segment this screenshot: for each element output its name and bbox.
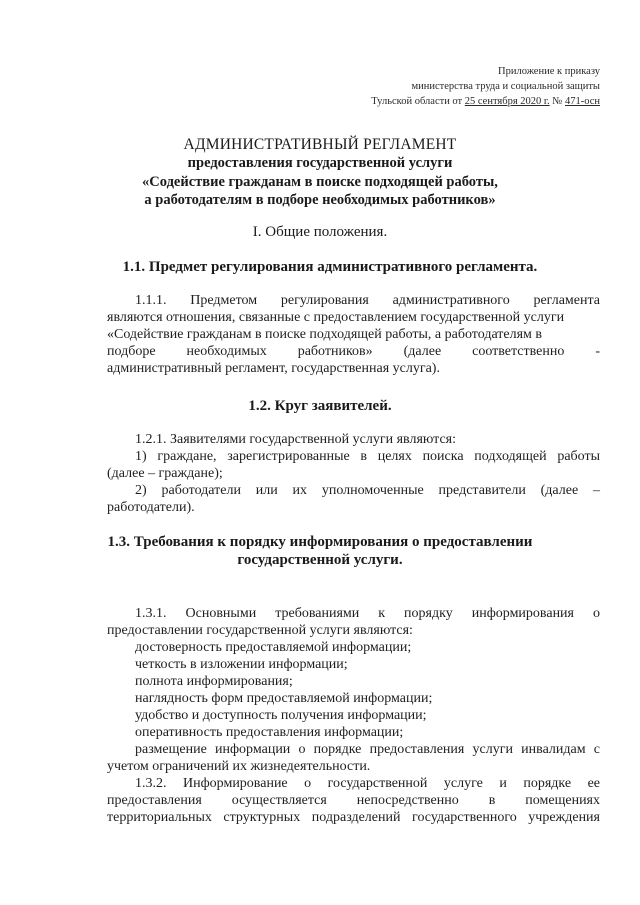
para-1-1-1-line-1: 1.1.1. Предметом регулирования административного регламента <box>135 293 600 308</box>
para-1-3-1-line-2: предоставлении государственной услуги являются: <box>107 623 413 638</box>
para-1-1-1-line-3: «Содействие гражданам в поиске подходящей работы, а работодателям в <box>107 327 543 342</box>
order-number: 471-осн <box>564 96 600 107</box>
document-title <box>100 135 540 210</box>
title-sub-3: а работодателям в подборе необходимых работников» <box>144 192 496 208</box>
title-sub-2: «Содействие гражданам в поиске подходящей работы, <box>142 173 498 190</box>
requirement-item: наглядность форм предоставляемой информации; <box>135 691 433 706</box>
title-main: АДМИНИСТРАТИВНЫЙ РЕГЛАМЕНТ <box>183 136 457 153</box>
subsection-heading-1-2: 1.2. Круг заявителей. <box>248 398 392 414</box>
para-1-1-1-line-4: подборе необходимых работников» (далее соответственно - <box>107 344 600 359</box>
subsection-heading-1-3-line-2: государственной услуги. <box>237 552 403 568</box>
para-1-3-2-line-3: территориальных структурных подразделений государственного учреждения <box>107 810 600 825</box>
requirement-item: полнота информирования; <box>135 674 293 689</box>
appendix-line-3 <box>371 94 600 109</box>
order-date: 25 сентября 2020 г. <box>464 96 550 107</box>
subsection-heading-1-1: 1.1. Предмет регулирования административного регламента. <box>122 259 538 275</box>
disabled-info-line-1: размещение информации о порядке предоставления услуги инвалидам с <box>135 742 600 757</box>
para-1-1-1-line-5: административный регламент, государственная услуга). <box>107 361 440 376</box>
appendix-note <box>371 64 600 109</box>
para-1-3-2-line-1: 1.3.2. Информирование о государственной услуге и порядке ее <box>135 776 600 791</box>
applicant-item-1-line-1: 1) граждане, зарегистрированные в целях поиска подходящей работы <box>135 449 600 464</box>
disabled-info-line-2: учетом ограничений их жизнедеятельности. <box>107 759 371 774</box>
requirement-item: достоверность предоставляемой информации; <box>135 640 412 655</box>
number-sign: № <box>549 96 565 107</box>
title-sub-1: предоставления государственной услуги <box>187 155 453 171</box>
para-1-3-1-line-1: 1.3.1. Основными требованиями к порядку информирования о <box>135 606 600 621</box>
para-1-2-1: 1.2.1. Заявителями государственной услуги являются: <box>135 432 456 447</box>
requirement-item: четкость в изложении информации; <box>135 657 348 672</box>
applicant-item-2-line-2: работодатели). <box>107 500 195 515</box>
applicant-item-2-line-1: 2) работодатели или их уполномоченные представители (далее – <box>135 483 600 498</box>
applicant-item-1-line-2: (далее – граждане); <box>107 466 223 481</box>
para-1-1-1-line-2: являются отношения, связанные с предоставлением государственной услуги <box>107 310 565 325</box>
requirement-item: оперативность предоставления информации; <box>135 725 404 740</box>
requirement-item: удобство и доступность получения информации; <box>135 708 427 723</box>
appendix-line-1: Приложение к приказу <box>498 66 600 77</box>
subsection-heading-1-3-line-1: 1.3. Требования к порядку информирования о предоставлении <box>107 534 533 550</box>
para-1-3-2-line-2: предоставления осуществляется непосредственно в помещениях <box>107 793 600 808</box>
section-heading-1: I. Общие положения. <box>252 224 388 240</box>
appendix-line-2: министерства труда и социальной защиты <box>411 81 600 92</box>
appendix-prefix: Тульской области от <box>371 96 465 107</box>
